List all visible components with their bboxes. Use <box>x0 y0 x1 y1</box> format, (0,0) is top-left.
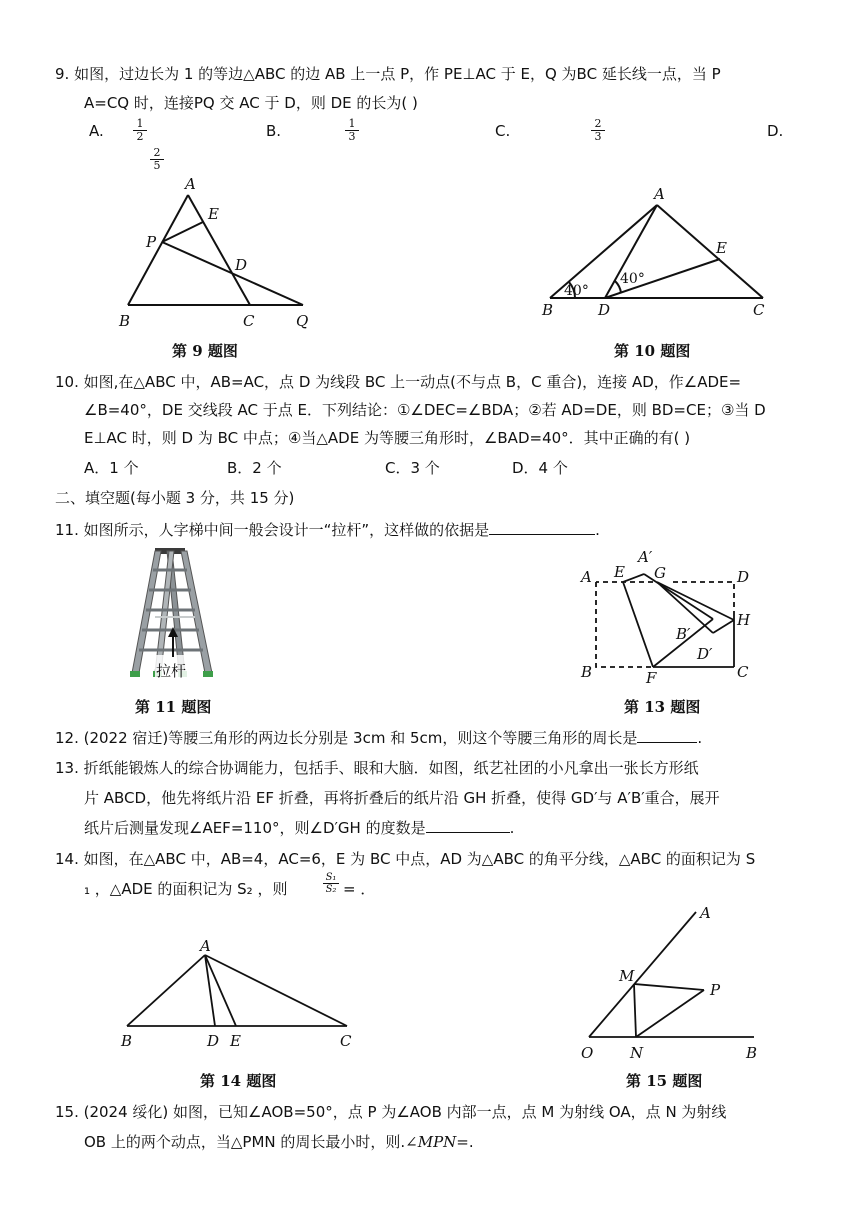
fraction-denominator: 3 <box>594 130 602 143</box>
q9-label-Q: Q <box>296 312 309 330</box>
q15-figure-caption: 第 15 题图 <box>626 1072 703 1090</box>
answer-blank <box>637 728 697 743</box>
q9-figure <box>110 175 325 330</box>
q14-line2b: = ． <box>343 880 376 898</box>
q9-option-d-label: D. <box>767 122 784 140</box>
q13-label-A-prime: A′ <box>638 548 653 566</box>
q10-label-B: B <box>542 301 554 319</box>
ladder-rod-label: 拉杆 <box>156 662 187 680</box>
q9-label-D: D <box>235 256 248 274</box>
fraction-denominator: S₂ <box>325 884 337 895</box>
fraction-numerator: 1 <box>133 118 147 131</box>
fraction-denominator: 3 <box>348 130 356 143</box>
q14-figure-lines <box>127 955 347 1026</box>
q11-question: 11. 如图所示，人字梯中间一般会设计一“拉杆”，这样做的依据是 <box>55 521 490 539</box>
fraction-denominator: 2 <box>136 130 144 143</box>
q14-label-E: E <box>230 1032 241 1050</box>
q10-line1: 10. 如图,在△ABC 中，AB=AC，点 D 为线段 BC 上一动点(不与点 B，C 重合)，连接 AD，作∠ADE= <box>55 373 742 391</box>
q15-line2-text: OB 上的两个动点，当△PMN 的周长最小时，则. <box>84 1133 406 1151</box>
q13-label-F: F <box>646 669 657 685</box>
answer-blank <box>426 818 510 833</box>
q14-line1: 14. 如图，在△ABC 中，AB=4，AC=6，E 为 BC 中点，AD 为△ABC 的角平分线，△ABC 的面积记为 S <box>55 850 756 868</box>
q11-ladder-figure <box>125 545 220 685</box>
q15-label-A: A <box>700 904 711 922</box>
q9-line1: 9. 如图，过边长为 1 的等边△ABC 的边 AB 上一点 P，作 PE⊥AC 于 E，Q 为BC 延长线一点，当 P <box>55 65 721 83</box>
q14-label-D: D <box>207 1032 220 1050</box>
q14-label-B: B <box>121 1032 133 1050</box>
fraction-numerator: 2 <box>150 147 164 160</box>
q15-label-B: B <box>746 1044 758 1060</box>
q11-period: . <box>595 521 600 539</box>
q14-fraction <box>323 872 339 895</box>
q13-figure <box>575 545 765 685</box>
q9-option-c-label: C. <box>495 122 511 140</box>
q15-period: . <box>468 1133 474 1151</box>
q13-label-A: A <box>581 568 592 586</box>
q10-option-d: D．4 个 <box>512 459 568 477</box>
q10-line2: ∠B=40°，DE 交线段 AC 于点 E．下列结论：①∠DEC=∠BDA；②若 AD=DE，则 BD=CE；③当 D <box>84 401 766 419</box>
q15-math-expression: ∠MPN= <box>405 1133 469 1151</box>
q10-angle-label-B: 40° <box>564 283 589 299</box>
q9-option-b-label: B. <box>266 122 282 140</box>
q9-figure-caption: 第 9 题图 <box>172 342 238 360</box>
q14-figure <box>115 935 365 1050</box>
section-heading: 二、填空题(每小题 3 分，共 15 分) <box>55 489 295 507</box>
q10-figure-caption: 第 10 题图 <box>614 342 691 360</box>
q13-line3 <box>84 818 514 838</box>
q9-label-E: E <box>208 205 219 223</box>
fraction-numerator: 2 <box>591 118 605 131</box>
q13-label-G: G <box>654 564 666 582</box>
q14-figure-caption: 第 14 题图 <box>200 1072 277 1090</box>
q15-line2 <box>84 1132 474 1152</box>
q13-label-D-prime: D′ <box>697 645 713 663</box>
answer-blank <box>489 520 595 535</box>
q9-label-A: A <box>185 175 196 193</box>
q13-period: . <box>509 819 515 837</box>
q13-figure-lines <box>596 574 734 667</box>
q9-option-c-fraction <box>591 118 605 143</box>
q11-figure-caption: 第 11 题图 <box>135 698 212 716</box>
q15-label-M: M <box>619 967 635 985</box>
q13-line2: 片 ABCD，他先将纸片沿 EF 折叠，再将折叠后的纸片沿 GH 折叠，使得 GD′与 A′B′重合，展开 <box>84 789 720 807</box>
q14-line2a: ₁ ，△ADE 的面积记为 S₂ ，则 <box>84 880 288 898</box>
q13-label-B-prime: B′ <box>676 625 691 643</box>
q11-text <box>55 520 600 540</box>
q15-line1: 15. (2024 绥化) 如图，已知∠AOB=50°，点 P 为∠AOB 内部一点，点 M 为射线 OA，点 N 为射线 <box>55 1103 727 1121</box>
q9-line2: A=CQ 时，连接PQ 交 AC 于 D，则 DE 的长为( ) <box>84 94 418 112</box>
q13-figure-caption: 第 13 题图 <box>624 698 701 716</box>
q10-option-b: B．2 个 <box>227 459 282 477</box>
q9-option-a-fraction <box>133 118 147 143</box>
ladder-drawing <box>130 548 213 679</box>
q13-label-E: E <box>614 563 625 581</box>
fraction-numerator: 1 <box>345 118 359 131</box>
q14-label-A: A <box>200 937 211 955</box>
q9-label-P: P <box>146 233 157 251</box>
fraction-numerator: S₁ <box>323 872 339 884</box>
q9-option-b-fraction <box>345 118 359 143</box>
q9-label-B: B <box>119 312 131 330</box>
q10-label-A: A <box>654 185 665 203</box>
q10-option-a: A．1 个 <box>84 459 139 477</box>
q9-label-C: C <box>243 312 255 330</box>
q13-line1: 13. 折纸能锻炼人的综合协调能力，包括手、眼和大脑．如图，纸艺社团的小凡拿出一张长方形纸 <box>55 759 699 777</box>
q15-figure <box>575 900 775 1060</box>
q13-label-D: D <box>737 568 750 586</box>
q10-label-D: D <box>598 301 611 319</box>
q13-label-H: H <box>737 611 751 629</box>
q10-line3: E⊥AC 时，则 D 为 BC 中点；④当△ADE 为等腰三角形时，∠BAD=40°．其中正确的有( ) <box>84 429 691 447</box>
q10-option-c: C．3 个 <box>385 459 440 477</box>
q13-label-B: B <box>581 663 593 681</box>
q14-label-C: C <box>340 1032 352 1050</box>
q15-label-P: P <box>710 981 721 999</box>
q13-line3-text: 纸片后测量发现∠AEF=110°，则∠D′GH 的度数是 <box>84 819 426 837</box>
q15-figure-lines <box>589 912 754 1037</box>
q10-figure <box>535 185 775 320</box>
fraction-denominator: 5 <box>153 159 161 172</box>
q10-angle-label-D: 40° <box>620 271 645 287</box>
q9-option-d-fraction <box>150 147 164 172</box>
q9-option-a-label: A. <box>89 122 104 140</box>
q10-label-E: E <box>716 239 727 257</box>
q12-question: 12. (2022 宿迁)等腰三角形的两边长分别是 3cm 和 5cm，则这个等腰三角形的周长是 <box>55 729 638 747</box>
q12-text <box>55 728 702 748</box>
q12-period: . <box>697 729 703 747</box>
q13-label-C: C <box>737 663 749 681</box>
q15-label-N: N <box>630 1044 644 1060</box>
q10-label-C: C <box>753 301 765 319</box>
q15-label-O: O <box>581 1044 594 1060</box>
